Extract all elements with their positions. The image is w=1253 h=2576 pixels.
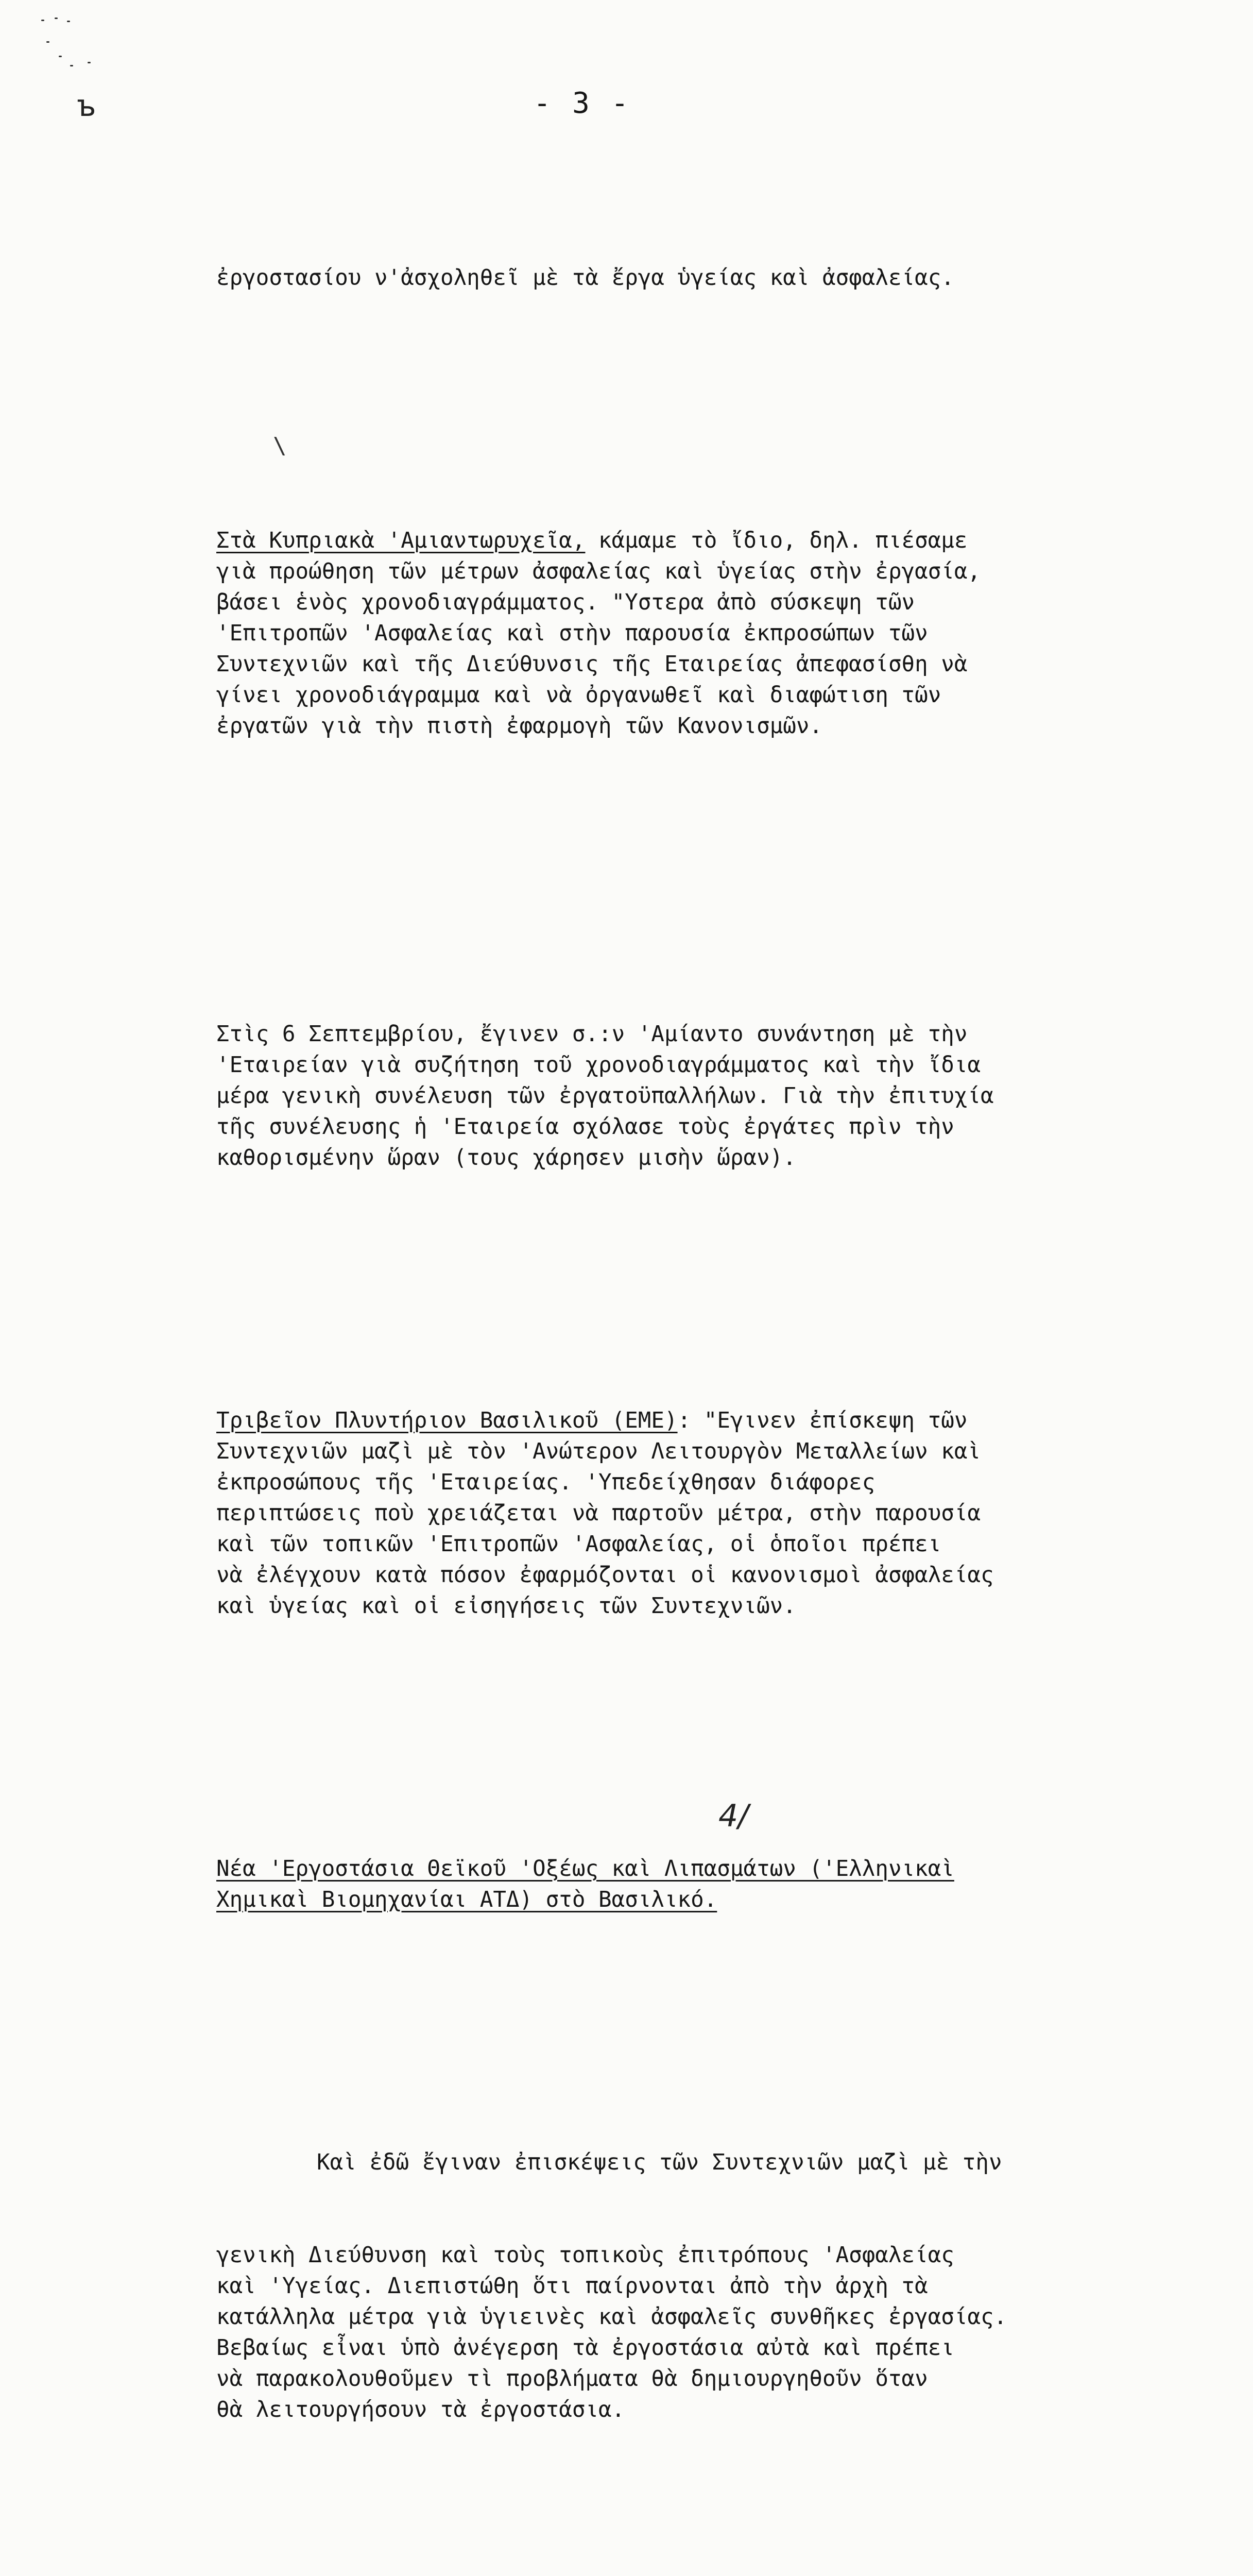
- text-line: Συντεχνιῶν καὶ τῆς Διεύθυνσις τῆς Εταιρείας ἀπεφασίσθη νὰ: [216, 652, 968, 677]
- text-line: Βεβαίως εἶναι ὑπὸ ἀνέγερση τὰ ἐργοστάσια αὐτὰ καὶ πρέπει: [216, 2335, 954, 2361]
- text-line: κάμαμε τὸ ἴδιο, δηλ. πιέσαμε: [585, 528, 968, 553]
- text-line: γενικὴ Διεύθυνση καὶ τοὺς τοπικοὺς ἐπιτρόπους 'Ασφαλείας: [216, 2243, 954, 2268]
- section-heading: Στὰ Κυπριακὰ 'Αμιαντωρυχεῖα,: [216, 528, 586, 553]
- text-line: ἐργατῶν γιὰ τὴν πιστὴ ἐφαρμογὴ τῶν Κανονισμῶν.: [216, 714, 823, 739]
- text-line: Καὶ ἐδῶ ἔγιναν ἐπισκέψεις τῶν Συντεχνιῶν μαζὶ μὲ τὴν: [317, 2150, 1002, 2175]
- text-line: γίνει χρονοδιάγραμμα καὶ νὰ ὀργανωθεῖ καὶ διαφώτιση τῶν: [216, 683, 941, 708]
- text-line: νὰ ἐλέγχουν κατὰ πόσον ἐφαρμόζονται οἱ κανονισμοὶ ἀσφαλείας: [216, 1563, 994, 1588]
- text-line: : "Εγινεν ἐπίσκεψη τῶν: [677, 1408, 968, 1433]
- paragraph-vasiliko-mill: [216, 1405, 1143, 1622]
- text-line: καὶ τῶν τοπικῶν 'Επιτροπῶν 'Ασφαλείας, οἱ ὁποῖοι πρέπει: [216, 1532, 941, 1557]
- text-line: νὰ παρακολουθοῦμεν τὶ προβλήματα θὰ δημιουργηθοῦν ὅταν: [216, 2366, 928, 2392]
- text-line: τῆς συνέλευσης ἡ 'Εταιρεία σχόλασε τοὺς ἐργάτες πρὶν τὴν: [216, 1114, 954, 1140]
- text-line: ἐργοστασίου ν'ἀσχοληθεῖ μὲ τὰ ἔργα ὑγείας καὶ ἀσφαλείας.: [216, 265, 954, 291]
- page-number: - 3 -: [533, 87, 631, 120]
- margin-handwritten-mark: ъ: [77, 88, 95, 123]
- text-line: βάσει ἑνὸς χρονοδιαγράμματος. "Υστερα ἀπὸ σύσκεψη τῶν: [216, 590, 915, 615]
- text-line: μέρα γενικὴ συνέλευση τῶν ἐργατοϋπαλλήλων. Γιὰ τὴν ἐπιτυχία: [216, 1083, 994, 1109]
- heading-line: Νέα 'Εργοστάσια Θεϊκοῦ 'Οξέως καὶ Λιπασμάτων ('Ελληνικαὶ: [216, 1856, 954, 1882]
- text-line: 'Εταιρείαν γιὰ συζήτηση τοῦ χρονοδιαγράμματος καὶ τὴν ἴδια: [216, 1053, 981, 1078]
- text-line: καὶ ὑγείας καὶ οἱ εἰσηγήσεις τῶν Συντεχνιῶν.: [216, 1594, 796, 1619]
- heading-line: Χημικαὶ Βιομηχανίαι ΑΤΔ) στὸ Βασιλικό.: [216, 1887, 717, 1912]
- text-line: Συντεχνιῶν μαζὶ μὲ τὸν 'Ανώτερον Λειτουργὸν Μεταλλείων καὶ: [216, 1439, 981, 1464]
- scan-speckles: [36, 15, 103, 88]
- text-line: γιὰ προώθηση τῶν μέτρων ἀσφαλείας καὶ ὑγείας στὴν ἐργασία,: [216, 559, 981, 584]
- section-heading-new-factories: [216, 1854, 1143, 1916]
- paragraph-september-meeting: [216, 1019, 1143, 1174]
- text-line: καὶ 'Υγείας. Διεπιστώθη ὅτι παίρνονται ἀπὸ τὴν ἀρχὴ τὰ: [216, 2274, 928, 2299]
- paragraph-factory-visits-cont: [216, 2240, 1143, 2426]
- paragraph-factory-visits: [216, 2147, 1143, 2178]
- paragraph-continuation: [216, 263, 1143, 294]
- text-line: κατάλληλα μέτρα γιὰ ὑγιεινὲς καὶ ἀσφαλεῖς συνθῆκες ἐργασίας.: [216, 2304, 1007, 2330]
- paragraph-asbestos-mines: [216, 526, 1143, 742]
- text-line: περιπτώσεις ποὺ χρειάζεται νὰ παρτοῦν μέτρα, στὴν παρουσία: [216, 1501, 981, 1526]
- body-text: [216, 139, 1143, 2576]
- text-line: Στὶς 6 Σεπτεμβρίου, ἔγινεν σ.:ν 'Αμίαντο συνάντηση μὲ τὴν: [216, 1022, 968, 1047]
- text-line: 'Επιτροπῶν 'Ασφαλείας καὶ στὴν παρουσία ἐκπροσώπων τῶν: [216, 621, 928, 646]
- text-line: ἐκπροσώπους τῆς 'Εταιρείας. 'Υπεδείχθησαν διάφορες: [216, 1470, 876, 1495]
- section-heading: Τριβεῖον Πλυντήριον Βασιλικοῦ (ΕΜΕ): [216, 1408, 678, 1433]
- text-line: θὰ λειτουργήσουν τὰ ἐργοστάσια.: [216, 2397, 625, 2422]
- text-line: καθορισμένην ὥραν (τους χάρησεν μισὴν ὥραν).: [216, 1145, 796, 1171]
- scan-mark: \: [273, 433, 287, 459]
- next-page-reference: 4/: [718, 1798, 749, 1834]
